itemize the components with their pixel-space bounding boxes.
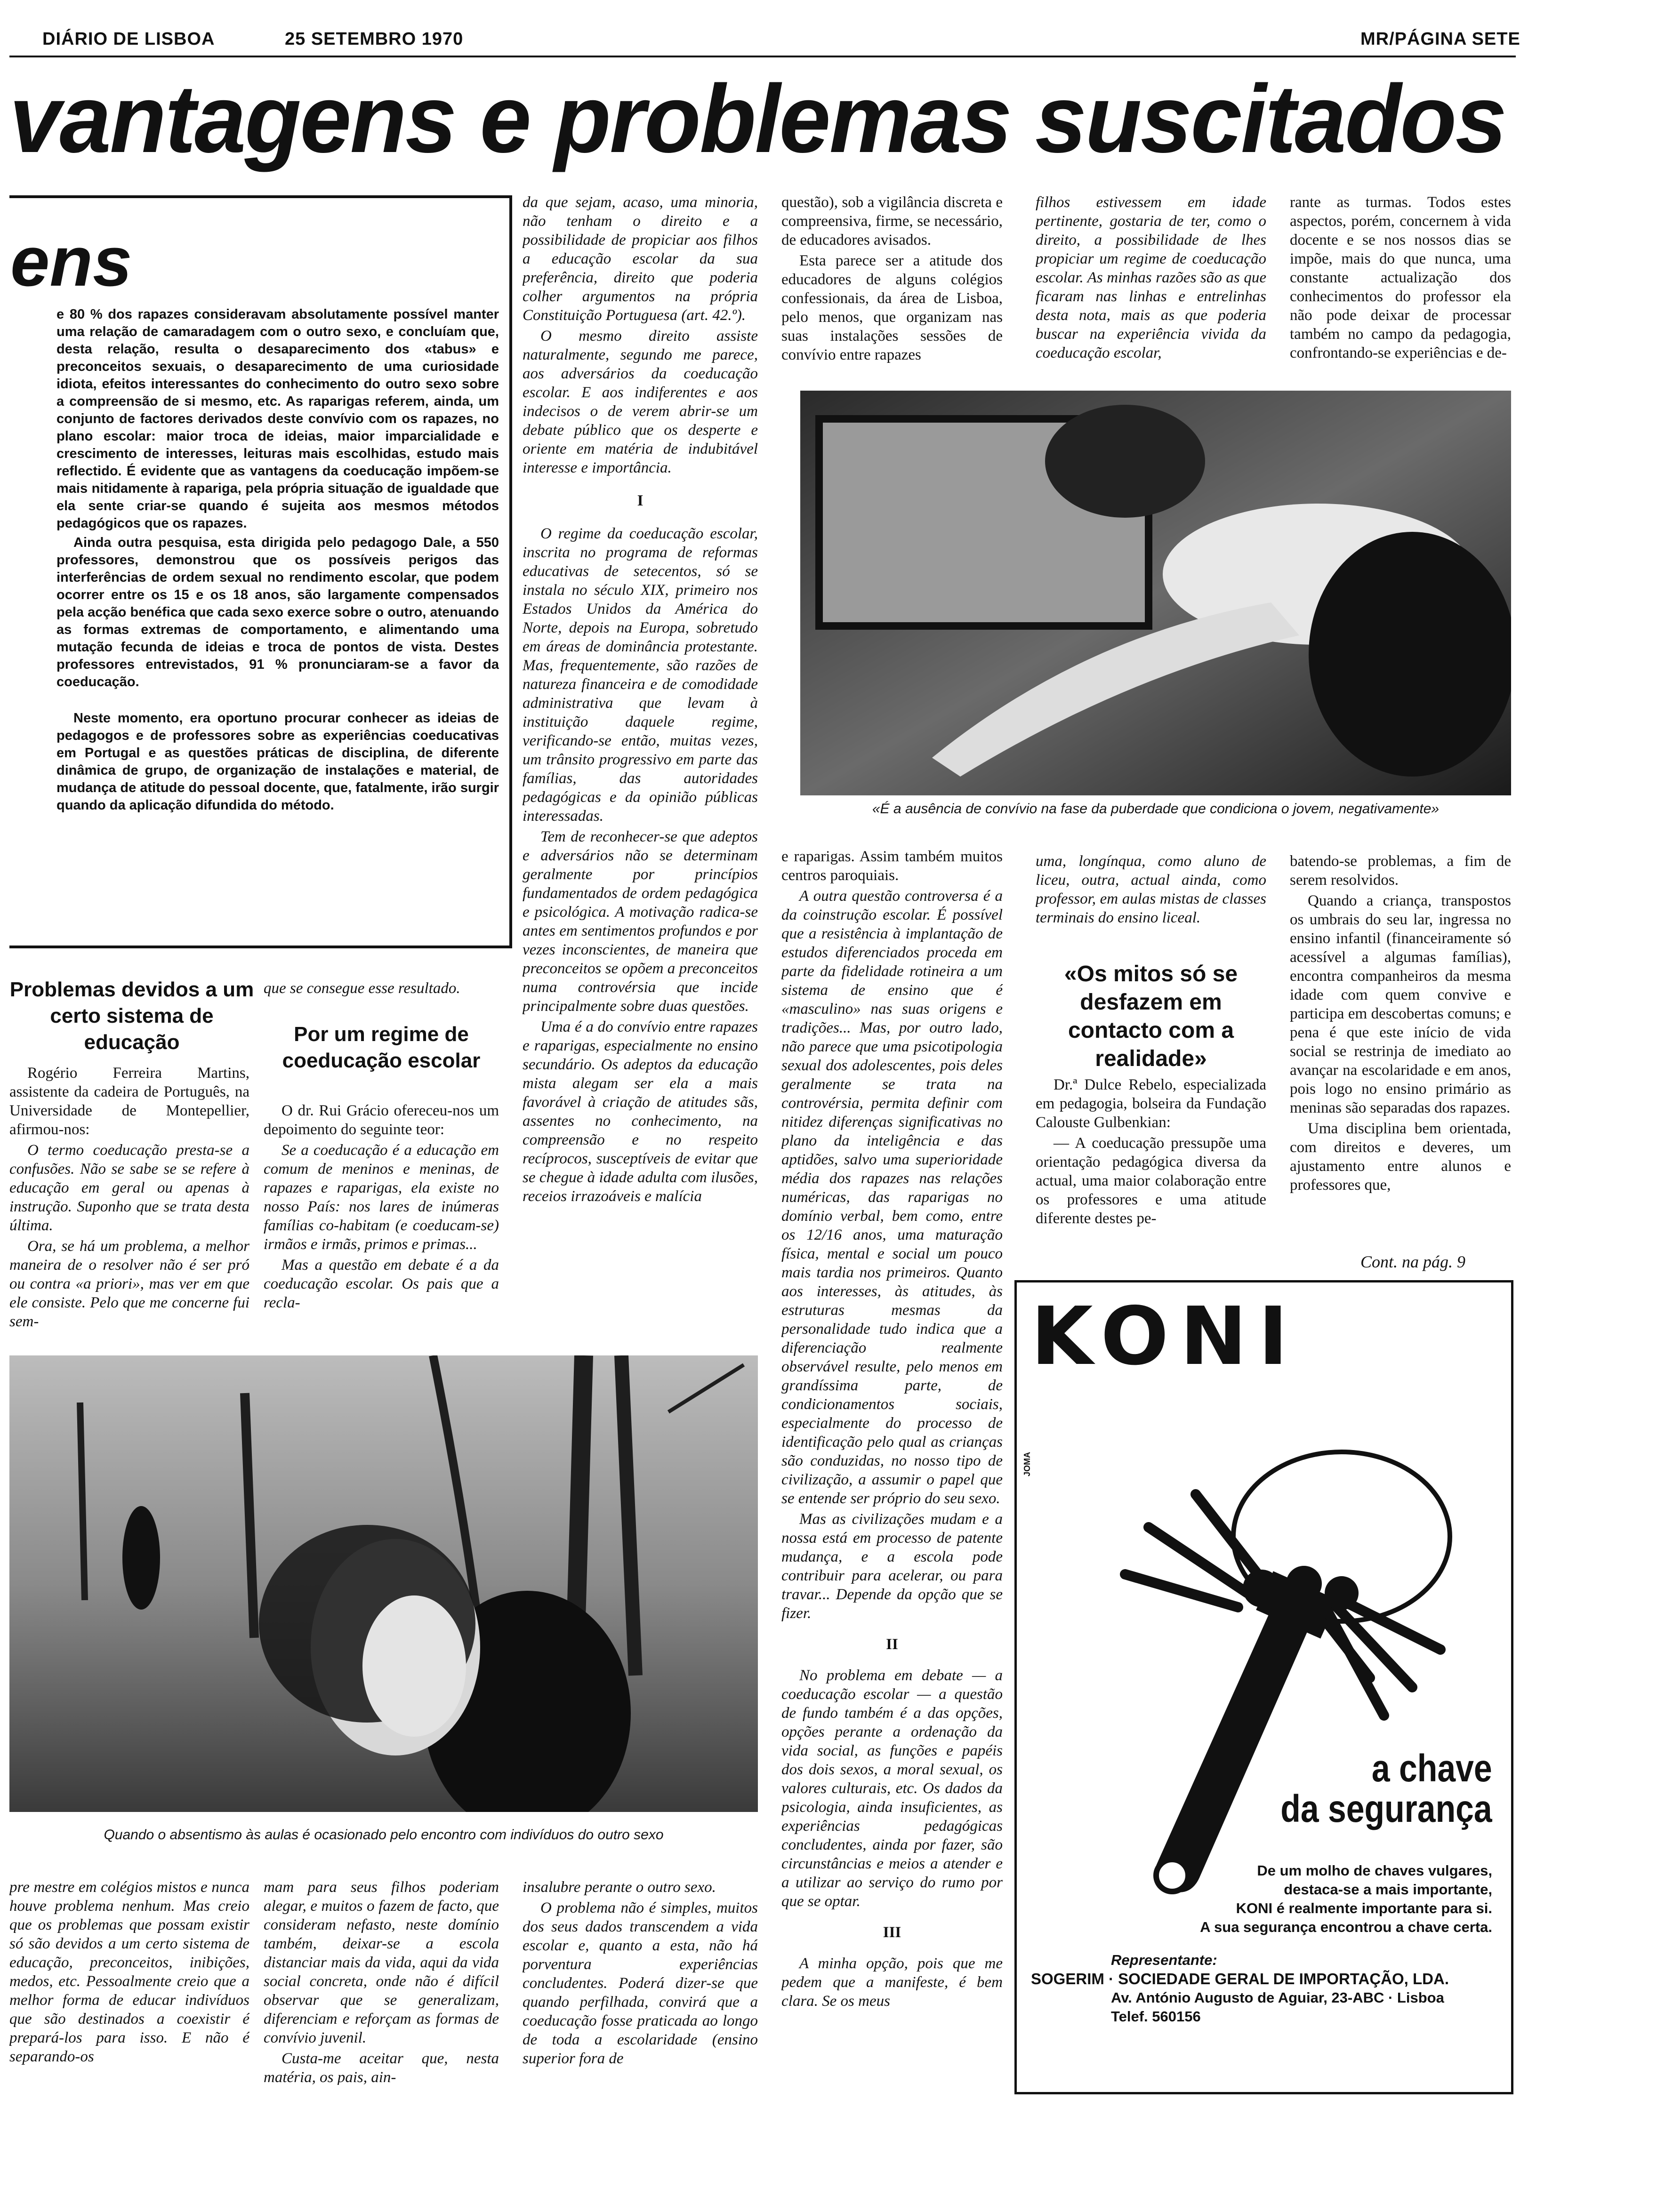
boxed-article-body — [56, 306, 499, 932]
slogan-line: a chave — [1372, 1747, 1492, 1790]
mid-section-intro — [264, 979, 499, 1026]
column-a-text: O regime da coeducação escolar, inscrita no programa de reformas educativas de setecentos, só se instala no século XIX, primeiro nos Estados Unidos da América do Norte, depois na Europa, sobretudo em áreas de dominância protestante. Mas, frequentemente, são razões de natureza financeira e de comodidade administrativa que levam à instituição daquele regime, verificando-se então, muitas vezes, um trânsito progressivo em parte das famílias, das autoridades pedagógicas e da opinião públicas interessadas. — [523, 525, 758, 825]
page-label: MR/PÁGINA SETE — [1360, 29, 1520, 49]
bottom-column-text: pre mestre em colégios mistos e nunca houve problema nenhum. Mas creio que os problemas que possam existir só são devidos a um certo sistema de educação, preconceitos, inibições, medos, etc. Pessoalmente creio que a melhor forma de educar indivíduos que são destinados a coexistir é prepará-los para isso. E não é separando-os — [9, 1879, 249, 2065]
bottom-column-1 — [9, 1878, 249, 2085]
left-section-text: Rogério Ferreira Martins, assistente da cadeira de Português, na Universidade de Montepellier, afirmou-nos: — [9, 1065, 249, 1138]
representative-label: Representante: — [1111, 1952, 1217, 1968]
brand-logo: KONI — [1031, 1290, 1300, 1383]
representative-address: Av. António Augusto de Aguiar, 23-ABC · Lisboa — [1111, 1989, 1444, 2006]
ad-body — [1045, 1861, 1492, 1937]
bottom-column-text: insalubre perante o outro sexo. — [523, 1879, 716, 1896]
column-e-text: Mas as civilizações mudam e a nossa está em processo de patente mudança, e a escola pode contribuir para acelerar, ou para travar... Depende da opção que se fizer. — [781, 1511, 1003, 1622]
column-a-text: Uma é a do convívio entre rapazes e raparigas, especialmente no ensino secundário. Os adeptos da educação mista alegam ser ela a mais favorável à criação de atitudes sãs, assentes no conhecimento, na compreensão e no respeito recíprocos, susceptíveis de evitar que se chegue à idade adulta com ilusões, receios irrazoáveis e malícia — [523, 1018, 758, 1205]
boxed-article-title: ens — [10, 222, 132, 301]
left-subheading: Problemas devidos a um certo sistema de educação — [9, 978, 254, 1054]
ad-credit: JOMA — [1022, 1452, 1032, 1477]
left-section-text: O termo coeducação presta-se a confusões. Não se sabe se se refere à educação em geral ou apenas à instrução. Suponho que se trata desta última. — [9, 1142, 249, 1234]
column-f — [1036, 852, 1266, 927]
column-f-text: — A coeducação pressupõe uma orientação pedagógica diversa da actual, uma maior colaboração entre os professores e uma atitude diferente destes pe- — [1036, 1135, 1266, 1227]
column-a — [523, 193, 758, 1299]
header-rule — [9, 56, 1516, 57]
column-e — [781, 847, 1003, 2090]
mid-section-body — [264, 1101, 499, 1346]
mid-section-text: que se consegue esse resultado. — [264, 980, 460, 997]
box-paragraph: Neste momento, era oportuno procurar conhecer as ideias de pedagogos e de professores sobre as experiências coeducativas em Portugal e as questões práticas de disciplina, de diferente dinâmica de grupo, de organização de instalações e material, de mudança de atitude do pessoal docente, que, fatalmente, irão surgir quando da aplicação difundida do método. — [56, 711, 499, 813]
column-a-text: Tem de reconhecer-se que adeptos e adversários não se determinam geralmente por princípios fundamentados de ordem pedagógica e psicológica. A motivação radica-se antes em sentimentos profundos e por vezes inconscientes, de maneira que preconceitos se opõem a preconceitos numa controvérsia que incide principalmente sobre duas questões. — [523, 828, 758, 1015]
column-f-text: uma, longínqua, como aluno de liceu, outra, actual ainda, como professor, em aulas mistas de classes terminais do ensino liceal. — [1036, 853, 1266, 926]
box-paragraph: e 80 % dos rapazes consideravam absolutamente possível manter uma relação de camaradagem com o outro sexo, e concluíam que, desta relação, resulta o desaparecimento dos «tabus» e preconceitos sexuais, o desaparecimento de uma curiosidade idiota, efeitos interessantes do conhecimento do outro sexo sobre a compreensão de si mesmo, etc. As raparigas referem, ainda, um conjunto de factores derivados deste convívio com os rapazes, no plano escolar: maior troca de ideias, maior imparcialidade e crescimento de interesses, leituras mais escolhidas, estudo mais reflectido. É evidente que as vantagens da coeducação impõem-se mais nitidamente à rapariga, pela própria situação de igualdade que ela sente criar-se quando é sujeita aos mesmos métodos pedagógicos que os rapazes. — [56, 307, 499, 531]
page-headline: vantagens e problemas suscitados — [9, 65, 1506, 173]
column-a-text: da que sejam, acaso, uma minoria, não tenham o direito e a possibilidade de propiciar aos filhos a educação escolar da sua preferência, direito que poderia colher argumentos na própria Constituição Portuguesa (art. 42.º). — [523, 194, 758, 324]
column-b — [781, 193, 1003, 391]
bottom-photo — [9, 1355, 758, 1812]
box-paragraph: Ainda outra pesquisa, esta dirigida pelo pedagogo Dale, a 550 professores, demonstrou que os possíveis perigos das interferências de ordem sexual no rendimento escolar, que podem ocorrer entre os 15 e os 18 anos, são largamente compensados pela acção benéfica que cada sexo exerce sobre o outro, atenuando as formas extremas de comportamento, e alimentando uma mutação fecunda de ideias e troca de pontos de vista. Destes professores entrevistados, 91 % pronunciaram-se a favor da coeducação. — [56, 535, 499, 689]
slogan-line: da segurança — [1280, 1787, 1492, 1830]
representative-phone: Telef. 560156 — [1111, 2008, 1201, 2025]
column-g — [1290, 852, 1511, 1242]
column-c — [1036, 193, 1266, 381]
column-g-text: Quando a criança, transpostos os umbrais do seu lar, ingressa no ensino infantil (financeiramente só acessível a algumas famílias), encontra companheiros da mesma idade com quem convive e participa em descobertas comuns; e pena é que este início de vida social se restrinja de imediato ao avançar na escolaridade e em anos, pois logo no ensino primário as meninas são separadas dos rapazes. — [1290, 892, 1511, 1116]
section-numeral: II — [886, 1636, 898, 1653]
bottom-column-text: O problema não é simples, muitos dos seus dados transcendem a vida escolar e, quanto a esta, não há porventura experiências concludentes. Poderá dizer-se que quando perfilhada, convirá que a coeducação fosse praticada ao longo de toda a escolaridade (ensino superior fora de — [523, 1899, 758, 2067]
bottom-photo-caption: Quando o absentismo às aulas é ocasionado pelo encontro com indivíduos do outro sexo — [104, 1827, 664, 1843]
bottom-photo-image — [9, 1355, 758, 1812]
ad-body-line: A sua segurança encontrou a chave certa. — [1200, 1919, 1492, 1935]
bottom-column-2 — [264, 1878, 499, 2085]
column-c-text: filhos estivessem em idade pertinente, gostaria de ter, como o direito, a possibilidade de lhes propiciar um regime de coeducação escolar. As minhas razões são as que ficaram nas linhas e entrelinhas desta nota, mais as que poderia buscar na experiência vivida da coeducação escolar, — [1036, 194, 1266, 361]
top-photo-image — [800, 391, 1511, 795]
bottom-column-text: Custa-me aceitar que, nesta matéria, os pais, ain- — [264, 2050, 499, 2085]
ad-body-line: De um molho de chaves vulgares, — [1257, 1862, 1492, 1879]
mid-section-text: Mas a questão em debate é a da coeducação escolar. Os pais que a recla- — [264, 1257, 499, 1311]
representative-company: SOGERIM · SOCIEDADE GERAL DE IMPORTAÇÃO, LDA. — [1031, 1970, 1449, 1988]
section-numeral: I — [637, 492, 643, 509]
column-d-text: rante as turmas. Todos estes aspectos, porém, concernem à vida docente e se nos nossos dias se impõe, mais do que nunca, uma constante actualização dos conhecimentos do professor ela não pode deixar de processar também no campo da pedagogia, confrontando-se experiências e de- — [1290, 194, 1511, 361]
left-section-body — [9, 1064, 249, 1346]
bottom-column-3 — [523, 1878, 758, 2085]
top-photo-caption: «É a ausência de convívio na fase da puberdade que condiciona o jovem, negativamente» — [872, 801, 1440, 817]
column-g-text: batendo-se problemas, a fim de serem resolvidos. — [1290, 853, 1511, 889]
column-f-body — [1036, 1075, 1266, 1235]
ad-slogan — [1281, 1748, 1492, 1829]
column-f-text: Dr.ª Dulce Rebelo, especializada em pedagogia, bolseira da Fundação Calouste Gulbenkian: — [1036, 1076, 1266, 1131]
column-b-text: Esta parece ser a atitude dos educadores de alguns colégios confessionais, da área de Lisboa, pelo menos, que organizam nas suas instalações sessões de convívio entre rapazes — [781, 252, 1003, 363]
bottom-column-text: mam para seus filhos poderiam alegar, e muitos o fazem de facto, que consideram nefasto, neste domínio também, deixar-se a escola distanciar mais da vida, aqui da vida social concreta, onde não é difícil observar que se generalizam, diferenciam e reforçam as formas de convívio juvenil. — [264, 1879, 499, 2046]
mid-section-text: Se a coeducação é a educação em comum de meninos e meninas, de rapazes e raparigas, ela existe no nosso País: nos lares de inúmeras famílias co-habitam (e coeducam-se) irmãos e irmãs, primos e primas... — [264, 1142, 499, 1253]
section-numeral: III — [883, 1924, 901, 1941]
interview-heading: «Os mitos só se desfazem em contacto com a realidade» — [1064, 962, 1238, 1071]
column-e-text: e raparigas. Assim também muitos centros paroquiais. — [781, 848, 1003, 884]
issue-date: 25 SETEMBRO 1970 — [285, 29, 464, 49]
column-e-text: A outra questão controversa é a da coinstrução escolar. É possível que a resistência à implantação de estudos diferenciados proceda em parte da fidelidade rotineira a um sistema de ensino que é «masculino» nas suas origens e tradições... Mas, por outro lado, não parece que uma psicotipologia sexual dos adolescentes, pois deles geralmente se trata na controvérsia, permita definir com nitidez diferenças significativas no plano da inteligência e das aptidões, salvo uma superioridade média dos rapazes nas relações numéricas, das raparigas no domínio verbal, bem como, entre os 12/16 anos, uma maturação física, mental e social um pouco mais tardia nos primeiros. Quanto aos interesses, às atitudes, às estruturas mesmas da personalidade tudo indica que a diferenciação realmente observável resulte, pelo menos em grandíssima parte, de condicionamentos sociais, especialmente do processo de identificação pelo qual as crianças são conduzidas, no nosso tipo de civilização, a assumir o papel que se entende ser próprio do seu sexo. — [781, 888, 1003, 1507]
left-section-text: Ora, se há um problema, a melhor maneira de o resolver não é ser pró ou contra «a priori», mas ver em que ele consiste. Pelo que me concerne fui sem- — [9, 1238, 249, 1330]
column-g-text: Uma disciplina bem orientada, com direitos e deveres, um ajustamento entre alunos e professores que, — [1290, 1120, 1511, 1194]
column-e-text: A minha opção, pois que me pedem que a manifeste, é bem clara. Se os meus — [781, 1955, 1003, 2010]
mid-subheading: Por um regime de coeducação escolar — [282, 1023, 481, 1072]
column-e-text: No problema em debate — a coeducação escolar — a questão de fundo também é a das opções, opções perante a ordenação da vida social, as funções e papéis dos dois sexos, a moral sexual, os valores culturais, etc. Os dados da psicologia, ainda insuficientes, as experiências pedagógicas concludentes, ainda por fazer, são circunstâncias e meios a atender e a utilizar ao serviço do rumo por que se optar. — [781, 1667, 1003, 1910]
column-a-text: O mesmo direito assiste naturalmente, segundo me parece, aos adversários da coeducação escolar. E aos indiferentes e aos indecisos o de verem abrir-se um debate público que os desperte e oriente em matéria de indubitável interesse e importância. — [523, 328, 758, 476]
koni-advertisement — [1014, 1280, 1513, 2094]
column-b-text: questão), sob a vigilância discreta e compreensiva, firme, se necessário, de educadores avisados. — [781, 194, 1003, 248]
continuation-note: Cont. na pág. 9 — [1360, 1252, 1466, 1271]
ad-body-line: destaca-se a mais importante, — [1284, 1881, 1492, 1898]
ad-body-line: KONI é realmente importante para si. — [1236, 1900, 1492, 1916]
column-d — [1290, 193, 1511, 381]
mid-section-text: O dr. Rui Grácio ofereceu-nos um depoimento do seguinte teor: — [264, 1102, 499, 1138]
newspaper-name: DIÁRIO DE LISBOA — [42, 29, 215, 49]
ad-representative — [1031, 1951, 1506, 2026]
top-photo — [800, 391, 1511, 795]
